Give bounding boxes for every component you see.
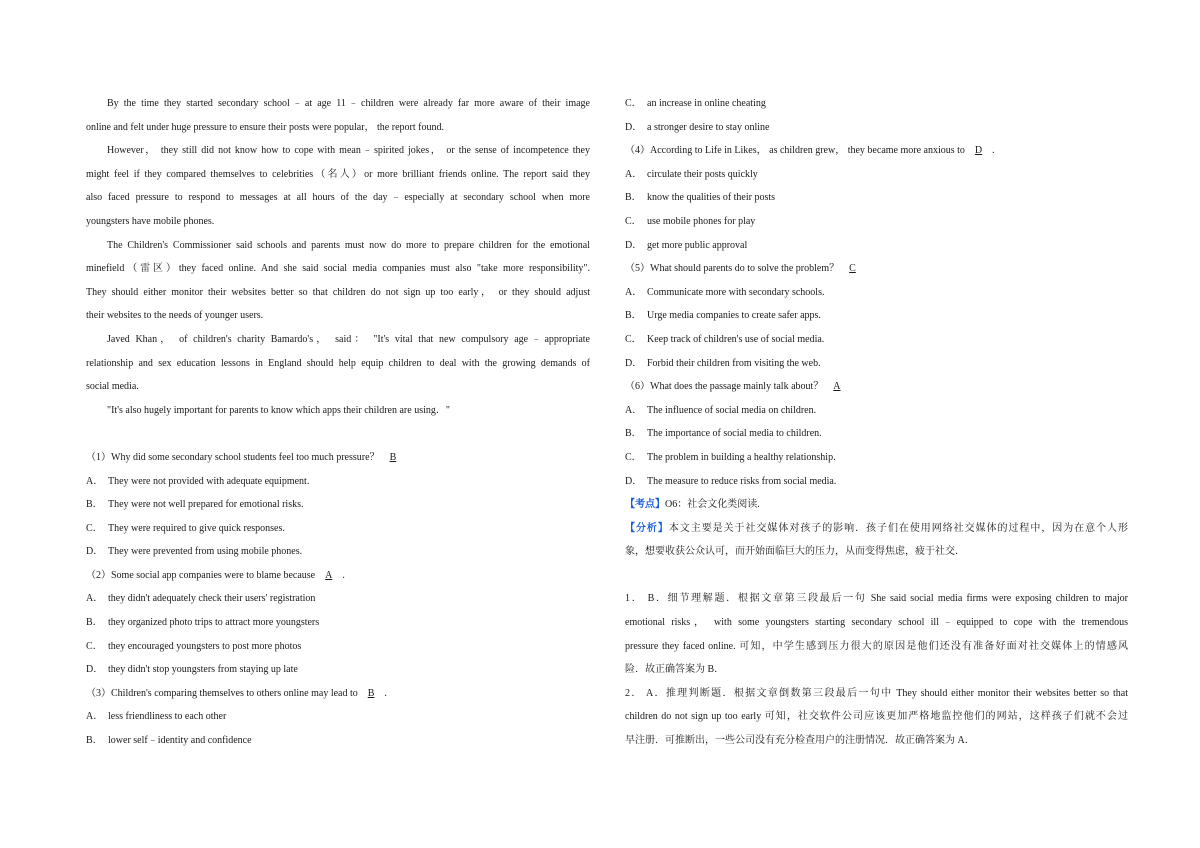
question-text: （4）According to Life in Likes， as children grew， they became more anxious to: [625, 145, 965, 157]
option-letter: C．: [625, 215, 642, 227]
option-d: [625, 116, 1128, 140]
question-text: （6）What does the passage mainly talk about？: [625, 381, 824, 393]
option-letter: C．: [86, 522, 103, 534]
option-letter: C．: [625, 451, 642, 463]
passage-line: minefield（雷区）they faced online. And she said social media companies must also "take more responsibility".: [86, 263, 590, 275]
question-text: （3）Children's comparing themselves to others online may lead to: [86, 687, 358, 699]
option-letter: C．: [625, 333, 642, 345]
kaodian-tag: 【考点】: [625, 499, 665, 511]
option-d: [625, 470, 1128, 494]
option-text: They were prevented from using mobile phones.: [108, 546, 303, 558]
option-letter: A．: [625, 286, 643, 298]
option-text: less friendliness to each other: [108, 711, 227, 723]
option-text: They were required to give quick responses.: [108, 522, 285, 534]
question-6-stem: [625, 375, 1128, 399]
option-text: an increase in online cheating: [647, 98, 766, 109]
question-5-stem: [625, 257, 1128, 281]
passage-line: "It's also hugely important for parents to know which apps their children are using．": [107, 404, 450, 416]
stem-end: .: [384, 687, 387, 699]
question-4-stem: [625, 139, 1128, 163]
option-a: [625, 163, 1128, 187]
option-text: they didn't adequately check their users' registration: [108, 593, 316, 605]
kaodian-text: O6：社会文化类阅读.: [665, 499, 760, 511]
option-text: The influence of social media on children.: [647, 404, 817, 416]
option-d: [86, 658, 590, 682]
fenxi-text: 本文主要是关于社交媒体对孩子的影响．孩子们在使用网络社交媒体的过程中，因为在意个人形: [668, 522, 1128, 534]
passage-line: They should either monitor their websites better so that children do not sign up too early， or they should adjust: [86, 286, 590, 298]
passage-line: online and felt under huge pressure to ensure their posts were popular， the report found.: [86, 121, 444, 133]
option-text: know the qualities of their posts: [647, 192, 776, 204]
option-text: The measure to reduce risks from social media.: [647, 475, 837, 487]
explanation-line: emotional risks， with some youngsters starting secondary school ill﹣equipped to cope with the tremendous: [625, 617, 1128, 629]
option-b: [86, 493, 590, 517]
option-text: circulate their posts quickly: [647, 168, 758, 180]
option-a: [86, 587, 590, 611]
answer-blank: A: [833, 381, 841, 393]
option-letter: A．: [86, 475, 104, 487]
kaodian-line: [625, 493, 1128, 517]
option-text: Keep track of children's use of social media.: [647, 333, 825, 345]
option-c: [86, 517, 590, 541]
stem-end: .: [992, 145, 995, 157]
answer-blank: A: [325, 569, 333, 581]
passage-line: might feel if they compared themselves to celebrities（名人）or more brilliant friends online. The report said they: [86, 168, 590, 180]
passage-line: youngsters have mobile phones.: [86, 215, 215, 227]
passage-line: relationship and sex education lessons in England should help equip children to deal with the growing demands of: [86, 357, 590, 369]
option-letter: B．: [625, 192, 642, 204]
option-text: lower self﹣identity and confidence: [108, 735, 252, 747]
option-letter: D．: [86, 546, 104, 558]
option-c: [625, 446, 1128, 470]
option-text: they organized photo trips to attract more youngsters: [108, 617, 320, 629]
explanation-line: 2． A．推理判断题．根据文章倒数第三段最后一句中 They should either monitor their websites better so that: [625, 687, 1128, 699]
option-letter: D．: [625, 357, 643, 369]
passage-line: social media.: [86, 381, 139, 393]
option-text: use mobile phones for play: [647, 215, 756, 227]
option-text: they didn't stop youngsters from staying up late: [108, 664, 298, 676]
question-text: （5）What should parents do to solve the problem？: [625, 263, 840, 275]
passage-line: By the time they started secondary school﹣at age 11﹣children were already far more aware of their image: [107, 98, 590, 109]
answer-blank: B: [367, 687, 375, 699]
option-letter: A．: [86, 711, 104, 723]
option-letter: A．: [625, 404, 643, 416]
explanation-line: pressure they faced online. 可知，中学生感到压力很大的原因是他们还没有准备好面对社交媒体上的情感风: [625, 640, 1128, 652]
left-column: [86, 92, 590, 753]
option-text: They were not provided with adequate equipment.: [108, 475, 310, 487]
answer-blank: C: [849, 263, 856, 275]
option-d: [625, 352, 1128, 376]
option-text: a stronger desire to stay online: [647, 121, 770, 133]
option-b: [86, 611, 590, 635]
option-b: [625, 422, 1128, 446]
answer-blank: D: [974, 145, 983, 157]
explanation-line: 险．故正确答案为 B．: [625, 664, 725, 676]
fenxi-line: [625, 517, 1128, 541]
option-letter: D．: [86, 664, 104, 676]
explanation-line: 1． B．细节理解题．根据文章第三段最后一句 She said social media firms were exposing children to major: [625, 593, 1128, 605]
option-text: Urge media companies to create safer apps.: [647, 310, 821, 322]
option-letter: D．: [625, 475, 643, 487]
passage-line: The Children's Commissioner said schools and parents must now do more to prepare children for the emotional: [107, 239, 590, 251]
option-d: [625, 234, 1128, 258]
option-text: The problem in building a healthy relationship.: [647, 451, 836, 463]
option-a: [86, 470, 590, 494]
option-text: They were not well prepared for emotional risks.: [108, 499, 304, 511]
question-3-stem: [86, 682, 590, 706]
option-letter: C．: [86, 640, 103, 652]
option-letter: A．: [625, 168, 643, 180]
passage-line: their websites to the needs of younger users.: [86, 310, 264, 322]
passage-line: Javed Khan， of children's charity Bamardo's， said： "It's vital that new compulsory age﹣appropriate: [107, 333, 590, 345]
option-c: [86, 635, 590, 659]
question-text: （2）Some social app companies were to blame because: [86, 569, 316, 581]
option-b: [625, 304, 1128, 328]
option-c: [625, 210, 1128, 234]
question-1-stem: [86, 446, 590, 470]
option-a: [625, 281, 1128, 305]
option-a: [86, 705, 590, 729]
option-a: [625, 399, 1128, 423]
passage-line: also faced pressure to respond to messages at all hours of the day﹣especially at secondary school when more: [86, 192, 590, 204]
option-b: [625, 186, 1128, 210]
answer-blank: B: [389, 451, 397, 463]
right-column: [625, 92, 1128, 753]
passage-line: However， they still did not know how to cope with mean﹣spirited jokes， or the sense of incompetence they: [107, 145, 590, 157]
option-letter: B．: [625, 310, 642, 322]
stem-end: .: [342, 569, 345, 581]
explanation-line: children do not sign up too early 可知，社交软件公司应该更加严格地监控他们的网站，这样孩子们就不会过: [625, 711, 1128, 723]
option-letter: C．: [625, 98, 642, 109]
option-letter: B．: [625, 428, 642, 440]
spacer: [86, 422, 590, 446]
question-text: （1）Why did some secondary school students feel too much pressure？: [86, 451, 380, 463]
option-letter: B．: [86, 499, 103, 511]
option-text: get more public approval: [647, 239, 748, 251]
option-c: [625, 328, 1128, 352]
option-text: they encouraged youngsters to post more photos: [108, 640, 302, 652]
option-letter: D．: [625, 121, 643, 133]
fenxi-line: 象，想要收获公众认可，而开始面临巨大的压力，从而变得焦虑，疲于社交．: [625, 546, 965, 558]
option-b: [86, 729, 590, 753]
explanation-line: 早注册．可推断出，一些公司没有充分检查用户的注册情况．故正确答案为 A．: [625, 735, 975, 747]
option-text: The importance of social media to children.: [647, 428, 822, 440]
option-letter: B．: [86, 617, 103, 629]
fenxi-tag: 【分析】: [625, 522, 669, 534]
option-d: [86, 540, 590, 564]
option-letter: D．: [625, 239, 643, 251]
option-c: [625, 92, 1128, 116]
question-2-stem: [86, 564, 590, 588]
option-text: Forbid their children from visiting the web.: [647, 357, 821, 369]
option-letter: B．: [86, 735, 103, 747]
option-letter: A．: [86, 593, 104, 605]
jieda-line: [625, 564, 1128, 588]
option-text: Communicate more with secondary schools.: [647, 286, 825, 298]
